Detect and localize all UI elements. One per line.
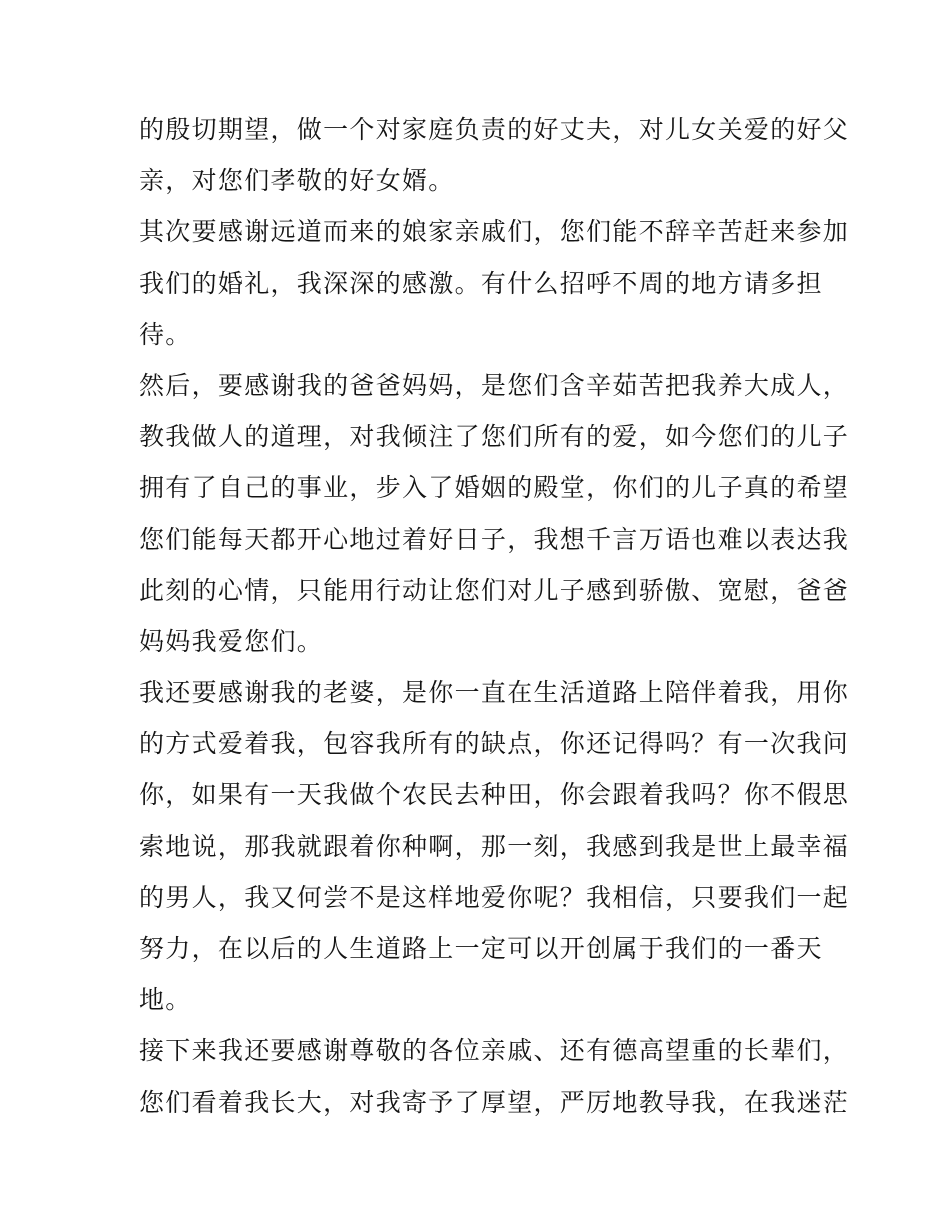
text-line: 接下来我还要感谢尊敬的各位亲戚、还有德高望重的长辈们，: [139, 1036, 850, 1066]
text-line: 地。: [139, 985, 192, 1015]
text-line: 的方式爱着我，包容我所有的缺点，你还记得吗？有一次我问: [139, 729, 850, 759]
text-line: 妈妈我爱您们。: [139, 626, 324, 656]
text-line: 你，如果有一天我做个农民去种田，你会跟着我吗？你不假思: [139, 780, 850, 810]
text-line: 我们的婚礼，我深深的感激。有什么招呼不周的地方请多担: [139, 268, 823, 298]
text-line: 努力，在以后的人生道路上一定可以开创属于我们的一番天: [139, 934, 823, 963]
text-line: 您们能每天都开心地过着好日子，我想千言万语也难以表达我: [139, 524, 850, 554]
text-line: 此刻的心情，只能用行动让您们对儿子感到骄傲、宽慰，爸爸: [139, 575, 850, 605]
text-line: 亲，对您们孝敬的好女婿。: [139, 166, 455, 196]
text-line: 教我做人的道理，对我倾注了您们所有的爱，如今您们的儿子: [139, 422, 850, 452]
body-text: [139, 104, 850, 1128]
text-line: 拥有了自己的事业，步入了婚姻的殿堂，你们的儿子真的希望: [139, 473, 850, 503]
text-line: 然后，要感谢我的爸爸妈妈，是您们含辛茹苦把我养大成人，: [139, 370, 850, 400]
text-line: 索地说，那我就跟着你种啊，那一刻，我感到我是世上最幸福: [139, 831, 850, 861]
text-line: 待。: [139, 319, 192, 349]
text-line: 您们看着我长大，对我寄予了厚望，严厉地教导我，在我迷茫: [139, 1087, 850, 1117]
text-line: 其次要感谢远道而来的娘家亲戚们，您们能不辞辛苦赶来参加: [139, 217, 850, 247]
text-line: 的殷切期望，做一个对家庭负责的好丈夫，对儿女关爱的好父: [139, 115, 850, 144]
text-line: 我还要感谢我的老婆，是你一直在生活道路上陪伴着我，用你: [139, 678, 850, 708]
text-line: 的男人，我又何尝不是这样地爱你呢？我相信，只要我们一起: [139, 882, 850, 912]
